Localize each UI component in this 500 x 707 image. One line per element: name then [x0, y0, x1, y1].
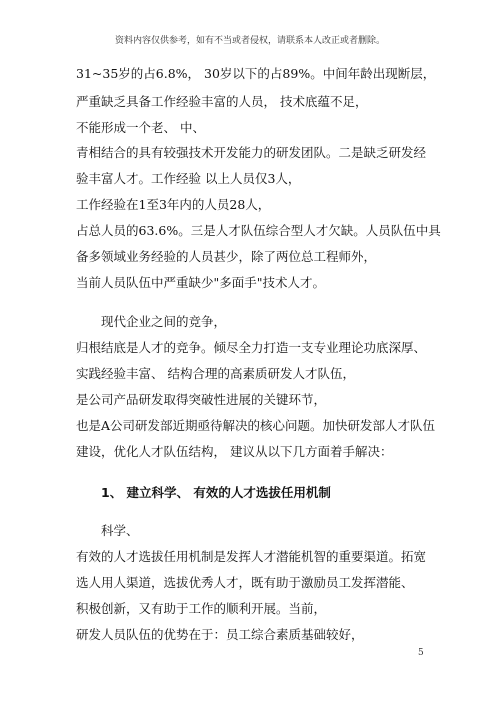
text-line: 归根结底是人才的竞争。倾尽全力打造一支专业理论功底深厚、	[76, 340, 427, 355]
text-line: 选人用人渠道，选拔优秀人才，既有助于激励员工发挥潜能、	[76, 575, 414, 590]
text-line: 严重缺乏具备工作经验丰富的人员， 技术底蕴不足，	[76, 94, 368, 109]
text-line: 工作经验在1至3年内的人员28人，	[76, 197, 271, 212]
text-line: 积极创新，又有助于工作的顺利开展。当前，	[76, 601, 327, 616]
page-header: 资料内容仅供参考，如有不当或者侵权，请联系本人改正或者删除。	[114, 36, 385, 46]
text-line: 31~35岁的占6.8%， 30岁以下的占89%。中间年龄出现断层，	[76, 66, 436, 81]
text-line: 青相结合的具有较强技术开发能力的研发团队。二是缺乏研发经	[76, 145, 427, 160]
text-line: 也是A公司研发部近期亟待解决的核心问题。加快研发部人才队伍	[76, 418, 436, 433]
text-line: 当前人员队伍中严重缺少"多面手"技术人才。	[76, 275, 325, 290]
text-line: 研发人员队伍的优势在于：员工综合素质基础较好，	[76, 627, 364, 642]
text-line: 有效的人才选拔任用机制是发挥人才潜能机智的重要渠道。拓宽	[76, 549, 427, 564]
section-heading: 1、 建立科学、 有效的人才选拔任用机制	[101, 485, 331, 500]
text-line: 不能形成一个老、 中、	[76, 120, 205, 135]
text-line: 现代企业之间的竞争，	[101, 314, 227, 329]
text-line: 是公司产品研发取得突破性进展的关键环节，	[76, 392, 327, 407]
text-line: 科学、	[101, 523, 139, 538]
page-number: 5	[418, 648, 424, 658]
text-line: 备多领域业务经验的人员甚少，除了两位总工程师外，	[76, 249, 377, 264]
text-line: 建设，优化人才队伍结构， 建议从以下几方面着手解决：	[76, 444, 393, 459]
text-line: 占总人员的63.6%。三是人才队伍综合型人才欠缺。人员队伍中具	[76, 223, 441, 238]
text-line: 验丰富人才。工作经验 以上人员仅3人，	[76, 171, 301, 186]
text-line: 实践经验丰富、 结构合理的高素质研发人才队伍，	[76, 366, 355, 381]
